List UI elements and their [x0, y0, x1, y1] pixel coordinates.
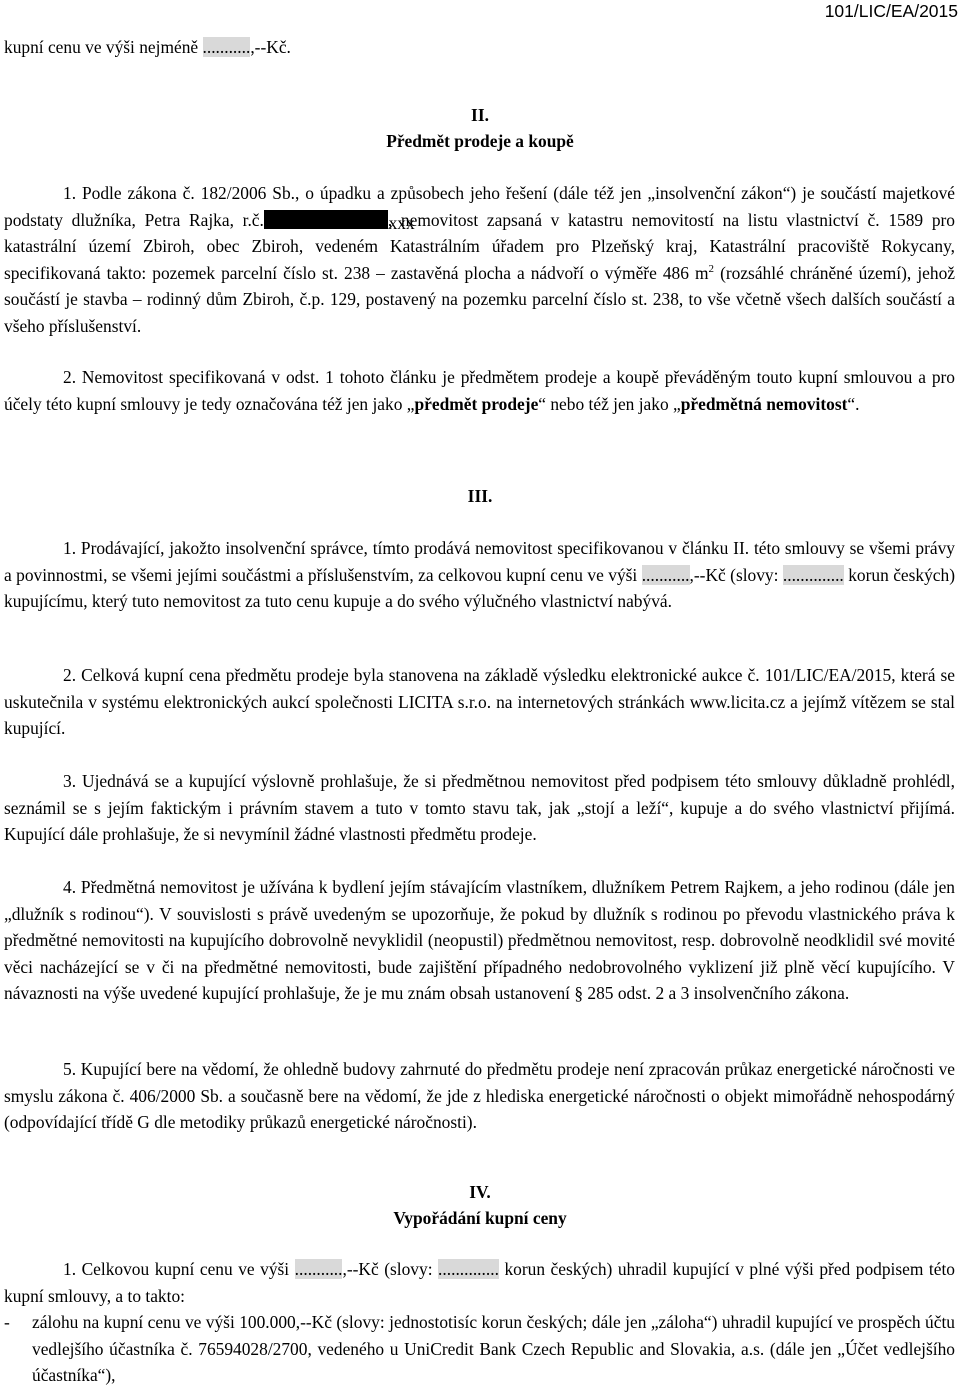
- section-3-paragraph-5: 5. Kupující bere na vědomí, že ohledně budovy zahrnuté do předmětu prodeje není zpracován průkaz energetické náročnosti ve smyslu zákona č. 406/2000 Sb. a současně bere na vědomí, že jde z hlediska energetické náročnosti o objekt mimořádně nehospodárný (odpovídající třídě G dle metodiky průkazů energetické náročnosti).: [4, 1059, 955, 1133]
- price-placeholder: ...........: [202, 37, 251, 57]
- list-item: [4, 1309, 955, 1389]
- price-words-placeholder: ..............: [782, 564, 844, 585]
- redacted-birth-number: xxxxxx/xxxx: [264, 210, 388, 229]
- list-dash: -: [4, 1312, 10, 1332]
- section-3-paragraph-3: 3. Ujednává se a kupující výslovně prohlašuje, že si předmětnou nemovitost před podpisem této smlouvy důkladně prohlédl, seznámil se s jejím faktickým i právním stavem a tuto v tomto stavu tak, jak „stojí a leží“, kupuje a do svého vlastnictví přijímá. Kupující dále prohlašuje, že si nevymínil žádné vlastnosti předmětu prodeje.: [4, 771, 955, 845]
- section-2-title: Předmět prodeje a koupě: [386, 131, 574, 151]
- section-4-title: Vypořádání kupní ceny: [393, 1208, 567, 1228]
- section-3-paragraph-2: 2. Celková kupní cena předmětu prodeje byla stanovena na základě výsledku elektronické aukce č. 101/LIC/EA/2015, která se uskutečnila v systému elektronických aukcí společnosti LICITA s.r.o. na internetových stránkách www.licita.cz a jejímž vítězem se stal kupující.: [4, 665, 955, 739]
- section-2-paragraph-2: 2. Nemovitost specifikovaná v odst. 1 tohoto článku je předmětem prodeje a koupě převáděným touto kupní smlouvou a pro účely této kupní smlouvy je tedy označována též jen jako „předmět prodeje“ nebo též jen jako „předmětná nemovitost“.: [4, 367, 955, 414]
- document-id: 101/LIC/EA/2015: [824, 1, 958, 21]
- price-placeholder: ...........: [641, 564, 690, 585]
- defined-term-subject: předmět prodeje: [414, 393, 539, 414]
- price-words-placeholder: ..............: [438, 1259, 499, 1279]
- price-placeholder: ...........: [294, 1259, 343, 1279]
- section-4-number: IV.: [469, 1182, 491, 1202]
- section-3-number: III.: [467, 486, 493, 506]
- list-item-text: zálohu na kupní cenu ve výši 100.000,--Kč (slovy: jednostotisíc korun českých; dále jen „záloha“) uhradil kupující ve prospěch účtu vedlejšího účastníka č. 76594028/2700, vedeného u UniCredit Bank Czech Republic and Slovakia, a.s. (dále jen „Účet vedlejšího účastníka“),: [32, 1312, 955, 1386]
- defined-term-property: předmětná nemovitost: [680, 393, 848, 414]
- section-2-paragraph-1: 1. Podle zákona č. 182/2006 Sb., o úpadku a způsobech jeho řešení (dále též jen „insolvenční zákon“) je součástí majetkové podstaty dlužníka, Petra Rajka, r.č. xxxxxx/xxxx, nemovitost zapsaná v katastru nemovitostí na listu vlastnictví č. 1589 pro katastrální území Zbiroh, obec Zbiroh, vedeném Katastrálním úřadem pro Plzeňský kraj, Katastrální pracoviště Rokycany, specifikovaná takto: pozemek parcelní číslo st. 238 – zastavěná plocha a nádvoří o výměře 486 $m^2$ (rozsáhlé chráněné území), jehož součástí je stavba – rodinný dům Zbiroh, č.p. 129, postavený na pozemku parcelní číslo st. 238, to vše včetně všech dalších součástí a všeho příslušenství.: [4, 183, 955, 336]
- section-3-paragraph-1: 1. Prodávající, jakožto insolvenční správce, tímto prodává nemovitost specifikovanou v článku II. této smlouvy se všemi právy a povinnostmi, se všemi jejími součástmi a příslušenstvím, za celkovou kupní cenu ve výši ...........,--Kč (slovy: .............. korun českých) kupujícímu, který tuto nemovitost za tuto cenu kupuje a do svého výlučného vlastnictví nabývá.: [4, 538, 955, 612]
- section-2-number: II.: [471, 105, 489, 125]
- section-3-paragraph-4: 4. Předmětná nemovitost je užívána k bydlení jejím stávajícím vlastníkem, dlužníkem Petrem Rajkem, a jeho rodinou (dále jen „dlužník s rodinou“). V souvislosti s právě uvedeným se upozorňuje, že pokud by dlužník s rodinou po převodu vlastnického práva k předmětné nemovitosti na kupujícího dobrovolně nevyklidil (neopustil) předmětnou nemovitost, resp. dobrovolně neodklidil své movité věci nacházející se v či na předmětné nemovitosti, bude zajištění případného nedobrovolného vyklizení již plně věcí kupujícího. V návaznosti na výše uvedené kupující prohlašuje, že je mu znám obsah ustanovení § 285 odst. 2 a 3 insolvenčního zákona.: [4, 877, 955, 1004]
- intro-paragraph: kupní cenu ve výši nejméně ...........,--Kč.: [4, 37, 291, 57]
- section-4-paragraph-1: 1. Celkovou kupní cenu ve výši ...........,--Kč (slovy: .............. korun českých) uhradil kupující v plné výši před podpisem této kupní smlouvy, a to takto:: [4, 1259, 955, 1306]
